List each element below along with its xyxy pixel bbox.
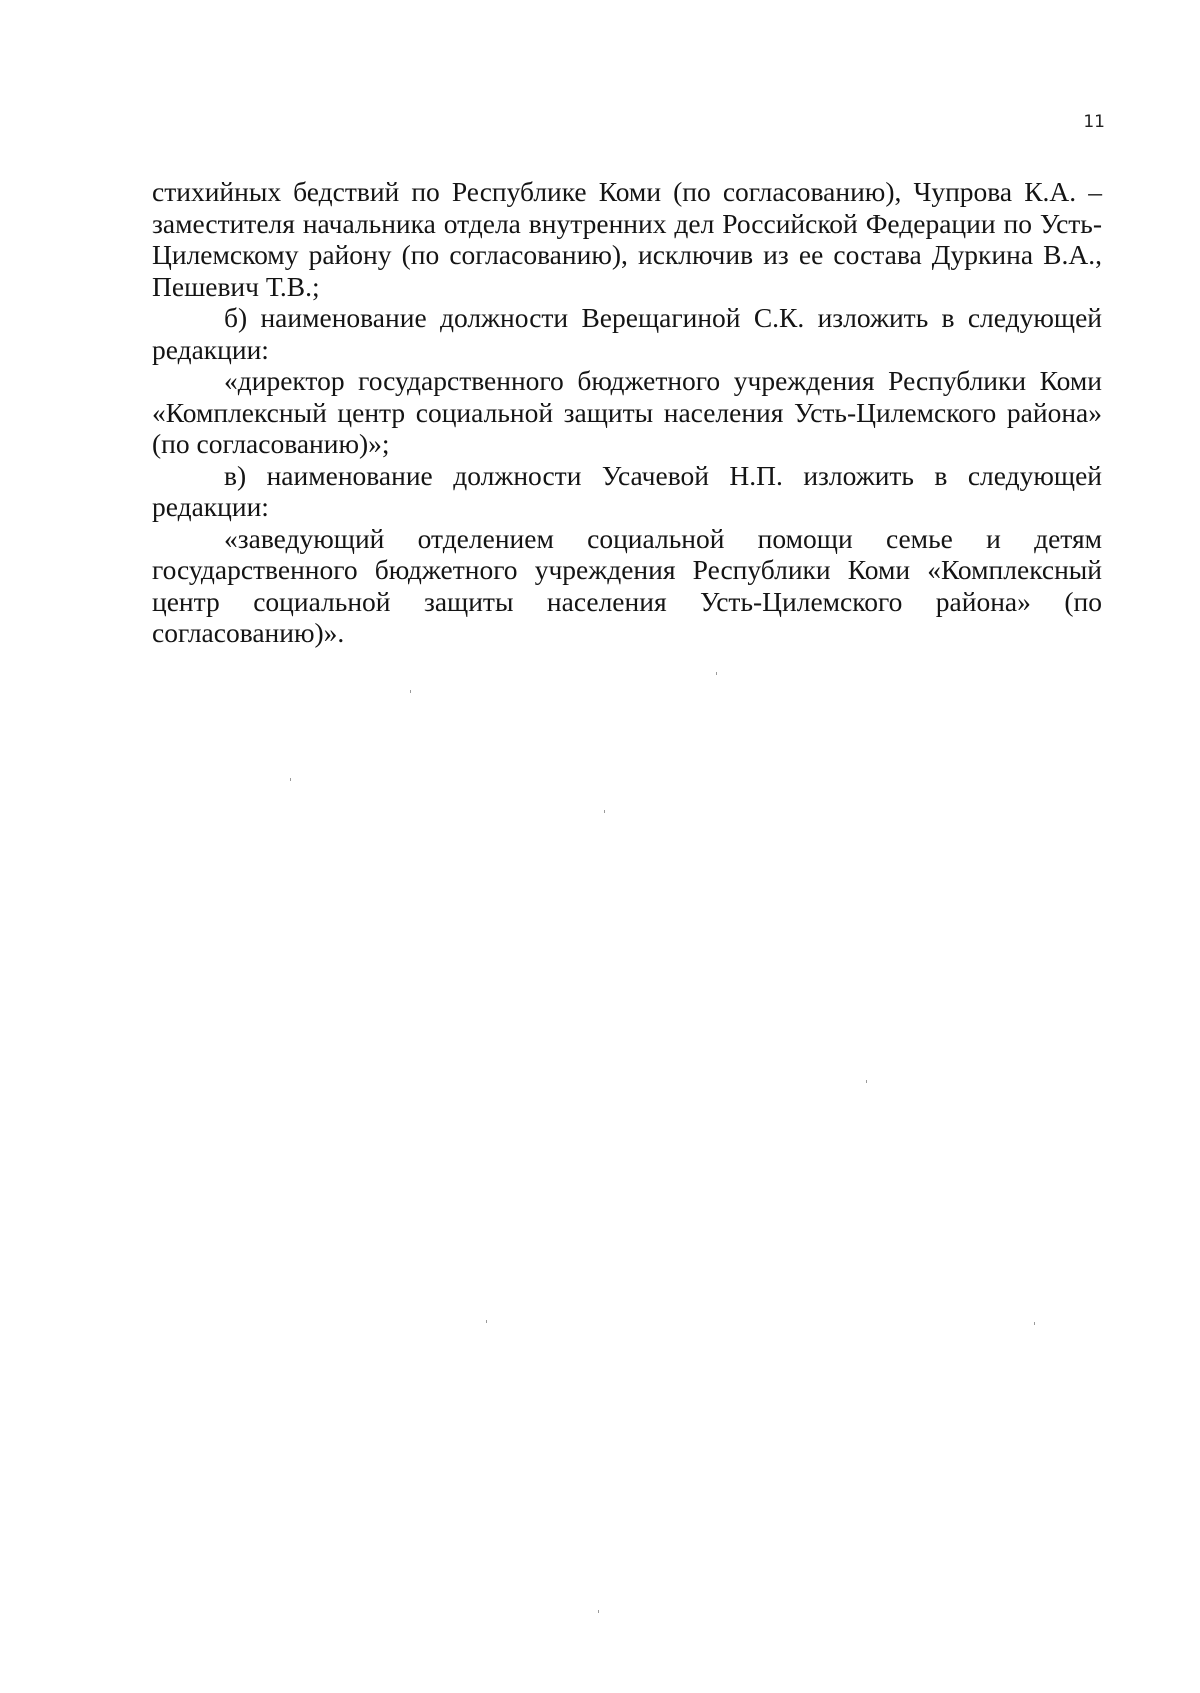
scan-speck xyxy=(598,1610,599,1613)
paragraph-quote-director: «директор государственного бюджетного учреждения Республики Коми «Комплексный центр социальной защиты населения Усть-Цилемского района» (по согласованию)»; xyxy=(152,365,1102,459)
paragraph-item-b: б) наименование должности Верещагиной С.К. изложить в следующей редакции: xyxy=(152,302,1102,365)
paragraph-item-v: в) наименование должности Усачевой Н.П. изложить в следующей редакции: xyxy=(152,459,1102,522)
scan-speck xyxy=(410,690,411,693)
paragraph-quote-head: «заведующий отделением социальной помощи семье и детям государственного бюджетного учреждения Республики Коми «Комплексный центр социальной защиты населения Усть-Цилемского района» (по согласованию)». xyxy=(152,522,1102,648)
page-number: 11 xyxy=(1083,112,1105,132)
scan-speck xyxy=(290,778,291,781)
scan-speck xyxy=(1034,1322,1035,1325)
document-body xyxy=(152,176,1102,649)
scan-speck xyxy=(716,672,717,675)
scan-speck xyxy=(866,1080,867,1083)
scan-speck xyxy=(486,1320,487,1323)
paragraph-continuation: стихийных бедствий по Республике Коми (по согласованию), Чупрова К.А. – заместителя начальника отдела внутренних дел Российской Федерации по Усть-Цилемскому району (по согласованию), исключив из ее состава Дуркина В.А., Пешевич Т.В.; xyxy=(152,176,1102,302)
scan-speck xyxy=(604,810,605,813)
